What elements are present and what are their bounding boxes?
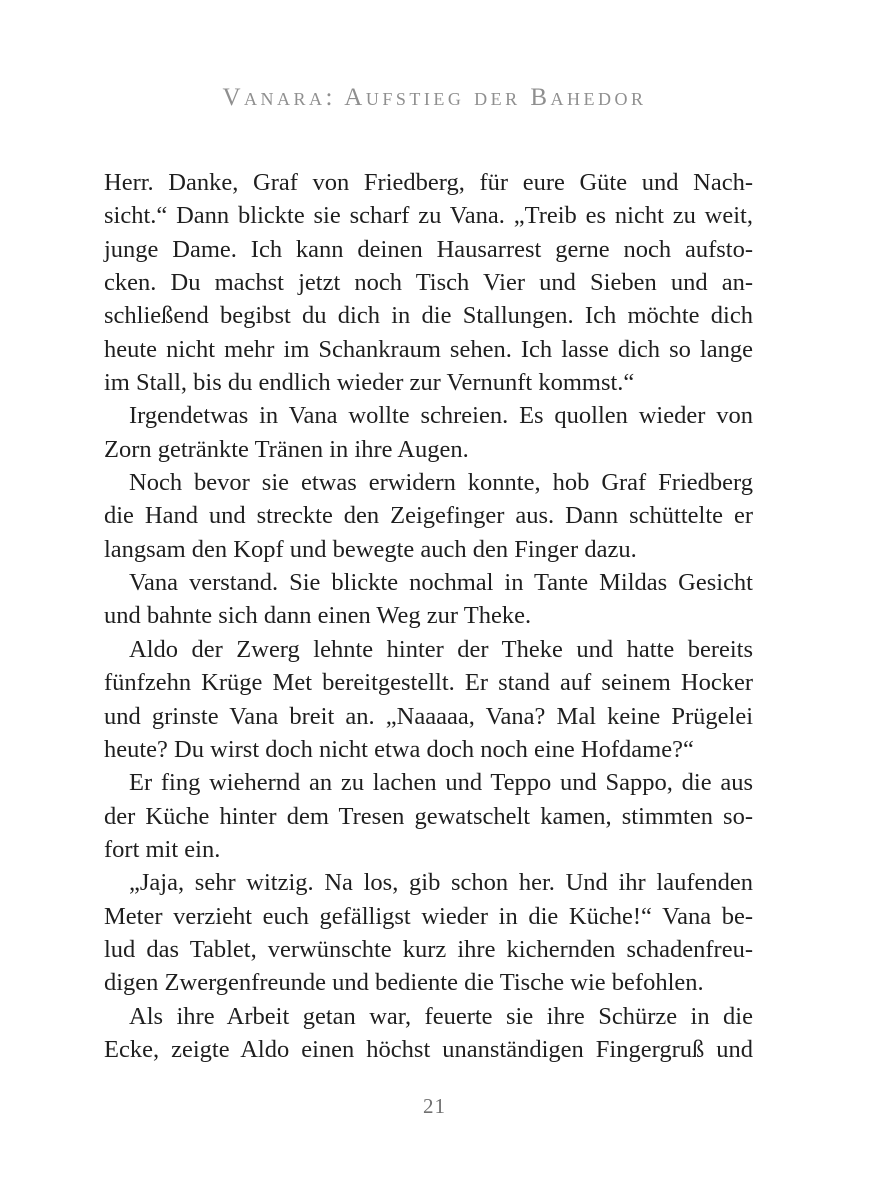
text-line: sicht.“ Dann blickte sie scharf zu Vana. „Treib es nicht zu weit, [104, 202, 753, 230]
text-line: die Hand und streckte den Zeigefinger aus. Dann schüttelte er [104, 502, 753, 530]
text-line: „Jaja, sehr witzig. Na los, gib schon her. Und ihr laufenden [129, 869, 753, 897]
text-line: Meter verzieht euch gefälligst wieder in die Küche!“ Vana be- [104, 902, 753, 930]
text-line: cken. Du machst jetzt noch Tisch Vier und Sieben und an- [104, 269, 753, 297]
text-line: schließend begibst du dich in die Stallungen. Ich möchte dich [104, 302, 753, 330]
text-line: Er fing wiehernd an zu lachen und Teppo und Sappo, die aus [129, 769, 753, 797]
page-number: 21 [423, 1094, 446, 1118]
paragraph [104, 633, 753, 766]
paragraph [104, 399, 753, 466]
text-line: Ecke, zeigte Aldo einen höchst unanständigen Fingergruß und [104, 1035, 753, 1063]
text-line: heute? Du wirst doch nicht etwa doch noch eine Hofdame?“ [104, 735, 694, 763]
text-line: Noch bevor sie etwas erwidern konnte, hob Graf Friedberg [129, 469, 753, 497]
paragraph [104, 566, 753, 633]
paragraph [104, 866, 753, 999]
paragraph [104, 466, 753, 566]
paragraph [104, 1000, 753, 1067]
text-line: und grinste Vana breit an. „Naaaaa, Vana? Mal keine Prügelei [104, 702, 753, 730]
text-line: heute nicht mehr im Schankraum sehen. Ich lasse dich so lange [104, 335, 753, 363]
text-line: Aldo der Zwerg lehnte hinter der Theke und hatte bereits [129, 635, 753, 663]
text-line: und bahnte sich dann einen Weg zur Theke. [104, 602, 532, 630]
text-line: langsam den Kopf und bewegte auch den Finger dazu. [104, 535, 637, 563]
text-line: digen Zwergenfreunde und bediente die Tische wie befohlen. [104, 969, 704, 997]
text-line: fünfzehn Krüge Met bereitgestellt. Er stand auf seinem Hocker [104, 669, 753, 697]
text-line: Vana verstand. Sie blickte nochmal in Tante Mildas Gesicht [129, 569, 753, 597]
text-line: lud das Tablet, verwünschte kurz ihre kichernden schadenfreu- [104, 935, 753, 963]
text-line: Irgendetwas in Vana wollte schreien. Es quollen wieder von [129, 402, 753, 430]
text-line: junge Dame. Ich kann deinen Hausarrest gerne noch aufsto- [104, 235, 753, 263]
text-line: im Stall, bis du endlich wieder zur Vernunft kommst.“ [104, 369, 635, 397]
text-line: fort mit ein. [104, 835, 221, 863]
text-block [104, 166, 753, 1066]
text-line: Als ihre Arbeit getan war, feuerte sie ihre Schürze in die [129, 1002, 753, 1030]
text-line: Herr. Danke, Graf von Friedberg, für eure Güte und Nach- [104, 169, 753, 196]
text-line: der Küche hinter dem Tresen gewatschelt kamen, stimmten so- [104, 802, 753, 830]
paragraph [104, 166, 753, 399]
text-line: Zorn getränkte Tränen in ihre Augen. [104, 435, 469, 463]
running-header: Vanara: Aufstieg der Bahedor [222, 84, 647, 111]
paragraph [104, 766, 753, 866]
